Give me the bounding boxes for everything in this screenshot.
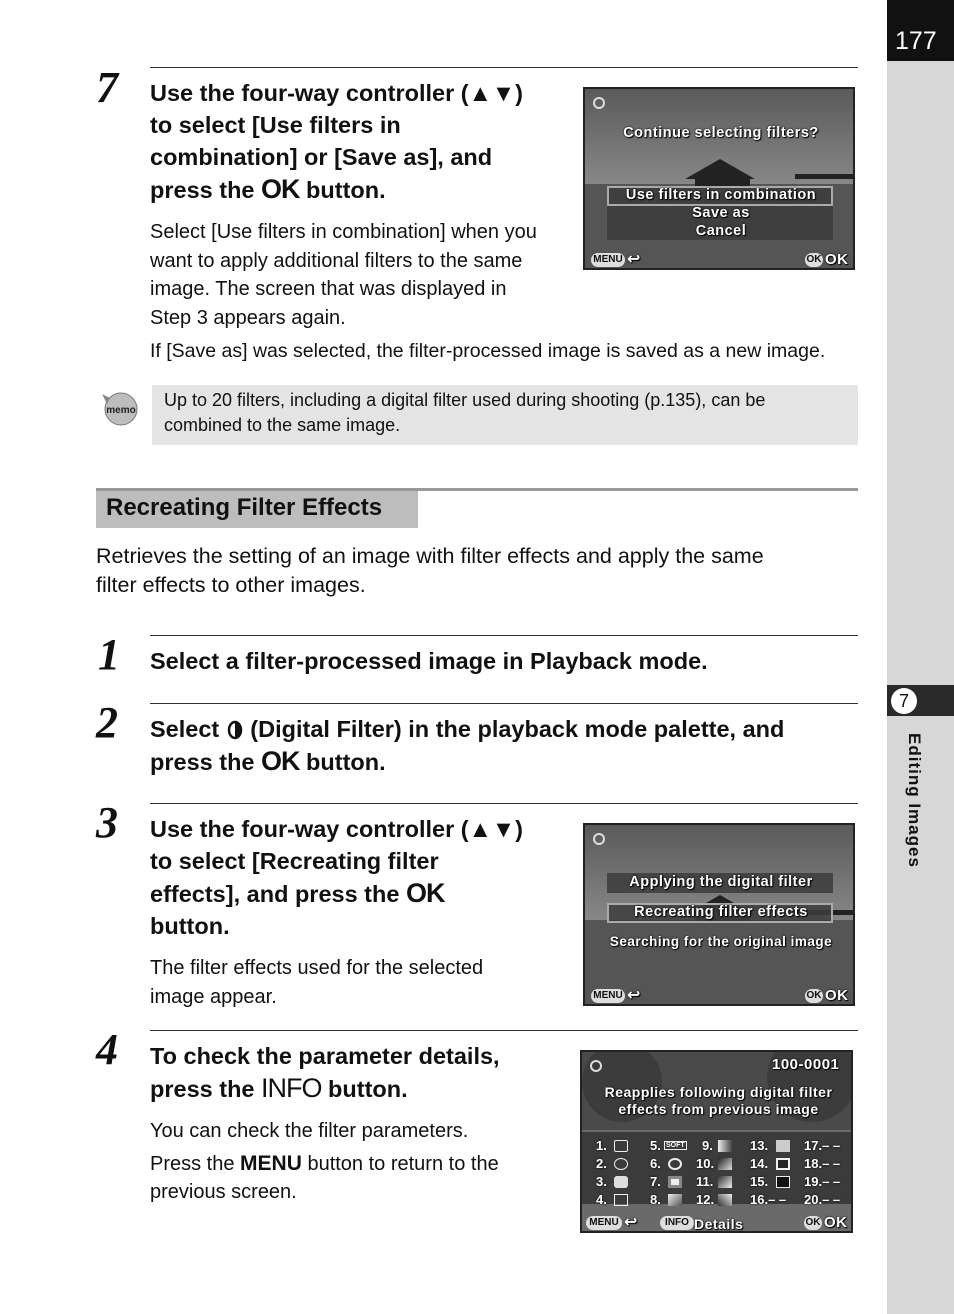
filter-icon	[718, 1176, 732, 1188]
option-applying-filter[interactable]: Applying the digital filter	[629, 874, 813, 890]
text: Select	[150, 716, 226, 742]
ok-key-icon[interactable]: OK	[806, 990, 822, 1001]
ok-label: OK	[825, 251, 849, 268]
step7-heading-line: Use the four-way controller (▲▼)	[150, 80, 523, 106]
screen-title	[582, 1084, 853, 1118]
step3-heading-line	[150, 877, 570, 910]
ok-key-icon[interactable]: OK	[806, 254, 822, 265]
step4-heading	[150, 1040, 570, 1105]
option-use-filters[interactable]: Use filters in combination	[625, 187, 817, 203]
filter-item: 15.	[750, 1174, 769, 1189]
step3-heading	[150, 813, 570, 942]
text: press the	[150, 1076, 262, 1102]
step3-number: 3	[96, 798, 118, 847]
text: button to return to the	[301, 1152, 499, 1175]
filter-item: 13.	[750, 1138, 769, 1153]
option-save-as[interactable]: Save as	[692, 205, 750, 221]
menu-glyph: MENU	[240, 1151, 302, 1175]
filter-icon	[776, 1176, 790, 1188]
filter-item: 7.	[650, 1174, 661, 1189]
step3-rule	[150, 803, 858, 804]
back-arrow-icon[interactable]: ↩	[627, 251, 641, 268]
screen-title: Continue selecting filters?	[623, 125, 819, 141]
filter-icon	[776, 1140, 790, 1152]
ok-glyph: OK	[405, 878, 445, 908]
step7-heading	[150, 77, 570, 206]
filter-item: 6.	[650, 1156, 661, 1171]
step4-heading-line	[150, 1072, 570, 1105]
filter-icon	[614, 1176, 628, 1188]
screen-title-line: Reapplies following digital filter	[604, 1084, 833, 1100]
step7-rule	[150, 67, 858, 68]
filter-icon	[614, 1194, 628, 1206]
option-recreating-filter[interactable]: Recreating filter effects	[634, 904, 808, 920]
filter-icon	[718, 1158, 732, 1170]
step1-rule	[150, 635, 858, 636]
menu-button[interactable]: MENU	[586, 1216, 622, 1230]
back-arrow-icon[interactable]: ↩	[627, 987, 641, 1004]
step2-rule	[150, 703, 858, 704]
ok-glyph: OK	[261, 746, 300, 776]
step2-heading	[150, 713, 870, 778]
ok-label: OK	[825, 987, 849, 1004]
filter-item: 20.– –	[804, 1192, 841, 1207]
body-line: You can check the filter parameters.	[150, 1120, 469, 1142]
filter-item: 10.	[696, 1156, 715, 1171]
text: button.	[299, 177, 386, 203]
step4-rule	[150, 1030, 858, 1031]
step4-number: 4	[96, 1025, 118, 1074]
text: button.	[321, 1076, 408, 1102]
filter-icon	[718, 1194, 732, 1206]
option-searching-original[interactable]: Searching for the original image	[609, 934, 833, 949]
text: Press the	[150, 1152, 241, 1175]
filter-item: 12.	[696, 1192, 715, 1207]
filter-item: 11.	[696, 1174, 714, 1189]
memo-icon	[98, 388, 140, 428]
text: press the	[150, 749, 262, 775]
step4-heading-line: To check the parameter details,	[150, 1043, 500, 1069]
filter-item: 3.	[596, 1174, 607, 1189]
step7-body	[150, 218, 570, 332]
screen-title-line: effects from previous image	[618, 1101, 819, 1117]
step3-heading-line: Use the four-way controller (▲▼)	[150, 816, 523, 842]
back-arrow-icon[interactable]: ↩	[624, 1214, 638, 1231]
side-bar	[887, 0, 954, 1314]
ok-label: OK	[824, 1214, 848, 1231]
body-line: Step 3 appears again.	[150, 306, 346, 329]
details-label: Details	[694, 1216, 744, 1232]
menu-button[interactable]: MENU	[591, 253, 625, 267]
file-number: 100-0001	[772, 1056, 840, 1073]
filter-item: 17.– –	[804, 1138, 841, 1153]
menu-button[interactable]: MENU	[591, 989, 625, 1003]
info-button[interactable]: INFO	[660, 1216, 694, 1230]
step4-body	[150, 1117, 570, 1207]
body-line: Select [Use filters in combination] when you	[150, 221, 537, 243]
filter-item: 18.– –	[804, 1156, 841, 1171]
memo-text	[164, 388, 854, 438]
step7-note: If [Save as] was selected, the filter-processed image is saved as a new image.	[150, 340, 826, 362]
step3-body	[150, 954, 570, 1011]
step3-heading-line: to select [Recreating filter	[150, 848, 439, 874]
filter-item: 1.	[596, 1138, 607, 1153]
camera-screen-filter-details	[580, 1050, 853, 1233]
filter-item: 8.	[650, 1192, 661, 1207]
filter-item: 4.	[596, 1192, 607, 1207]
filter-icon	[668, 1176, 682, 1188]
filter-item: 14.	[750, 1156, 769, 1171]
section-intro	[96, 542, 866, 600]
section-title: Recreating Filter Effects	[106, 494, 383, 521]
filter-icon	[668, 1194, 682, 1206]
body-line	[150, 1150, 570, 1179]
memo-icon-label: memo	[106, 405, 136, 416]
filter-icon	[668, 1158, 682, 1170]
body-line: The filter effects used for the selected	[150, 957, 484, 979]
memo-line: combined to the same image.	[164, 415, 401, 435]
text: button.	[299, 749, 386, 775]
body-line: previous screen.	[150, 1181, 297, 1203]
step1-heading: Select a filter-processed image in Playback mode.	[150, 648, 708, 674]
step7-heading-line: combination] or [Save as], and	[150, 144, 493, 170]
text: effects], and press the	[150, 881, 406, 907]
filter-icon	[776, 1158, 790, 1170]
memo-line: Up to 20 filters, including a digital filter used during shooting (p.135), can be	[164, 390, 766, 410]
screen-background	[585, 89, 855, 270]
digital-filter-icon	[226, 716, 244, 736]
intro-line: Retrieves the setting of an image with filter effects and apply the same	[96, 544, 764, 568]
step7-heading-line	[150, 173, 570, 206]
info-glyph: INFO	[261, 1073, 322, 1103]
camera-screen-continue	[583, 87, 855, 270]
option-cancel[interactable]: Cancel	[695, 223, 747, 239]
filter-item: 2.	[596, 1156, 607, 1171]
body-line: image appear.	[150, 985, 277, 1008]
filter-item: 9.	[702, 1138, 713, 1153]
step7-heading-line: to select [Use filters in	[150, 112, 401, 138]
filter-icon-soft: SOFT	[666, 1142, 685, 1149]
body-line: image. The screen that was displayed in	[150, 278, 507, 300]
text: press the	[150, 177, 262, 203]
chapter-label: Editing Images	[905, 733, 924, 868]
filter-item: 19.– –	[804, 1174, 841, 1189]
filter-item: 16.– –	[750, 1192, 787, 1207]
filter-icon	[614, 1158, 628, 1170]
intro-line: filter effects to other images.	[96, 573, 366, 597]
step2-heading-line	[150, 745, 870, 778]
page-number: 177	[895, 27, 937, 55]
step2-number: 2	[96, 698, 118, 747]
step1-number: 1	[98, 630, 120, 679]
step2-heading-line	[150, 713, 870, 745]
filter-icon	[718, 1140, 732, 1152]
chapter-number: 7	[891, 688, 917, 714]
body-line: want to apply additional filters to the same	[150, 249, 523, 272]
step3-heading-line: button.	[150, 913, 230, 939]
filter-item: 5.	[650, 1138, 661, 1153]
ok-glyph: OK	[261, 174, 300, 204]
camera-screen-digital-filter-menu	[583, 823, 855, 1006]
filter-icon	[614, 1140, 628, 1152]
text: (Digital Filter) in the playback mode palette, and	[243, 716, 785, 742]
ok-key-icon[interactable]: OK	[805, 1217, 821, 1228]
step7-number: 7	[96, 63, 118, 112]
